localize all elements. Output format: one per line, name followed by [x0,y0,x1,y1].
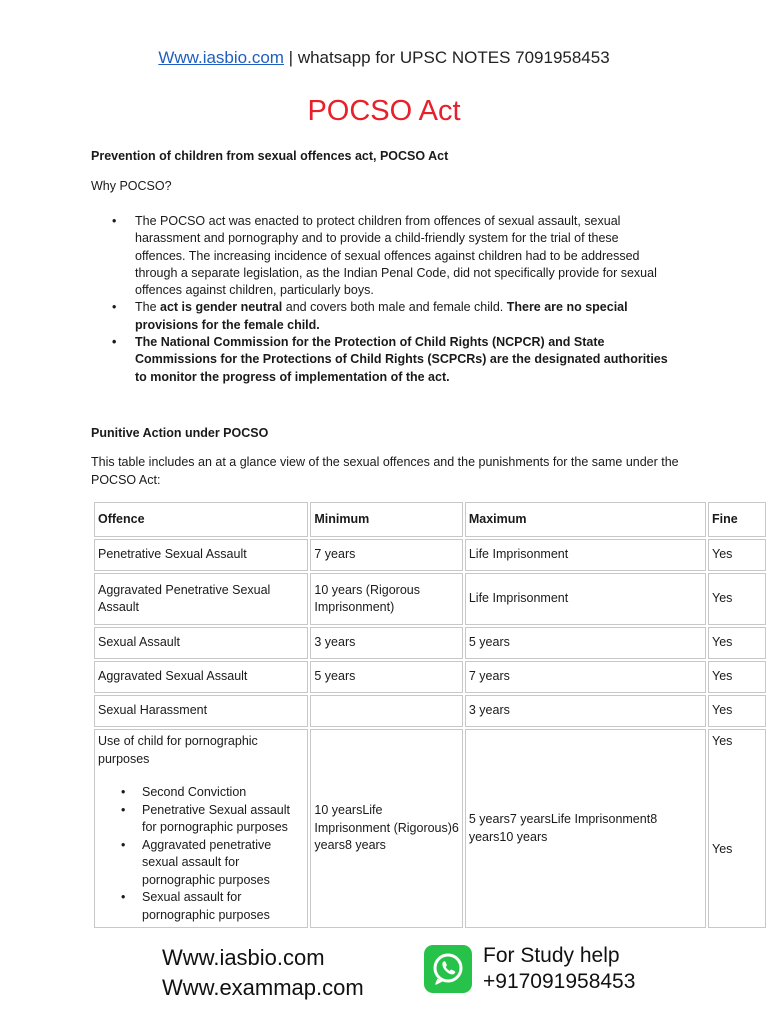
cell-maximum: 5 years [465,627,706,659]
table-header-row [94,502,766,537]
list-item: • Sexual assault for pornographic purposes [121,889,304,924]
cell-offence: Sexual Harassment [94,695,308,727]
cell-minimum: 7 years [310,539,462,571]
why-bullet-list [112,213,672,386]
header-separator: | [283,48,298,67]
document-subtitle: Prevention of children from sexual offences act, POCSO Act [91,149,449,163]
cell-fine: Yes [708,661,766,693]
header-tagline: whatsapp for UPSC NOTES 7091958453 [297,48,610,67]
cell-fine [708,729,766,928]
table-row [94,661,766,693]
header-fine: Fine [708,502,766,537]
cell-minimum: 10 yearsLife Imprisonment (Rigorous)6 years8 years [310,729,462,928]
why-heading: Why POCSO? [91,179,172,193]
cell-offence: Penetrative Sexual Assault [94,539,308,571]
bullet-item: • The POCSO act was enacted to protect children from offences of sexual assault, sexual harassment and pornography and to provide a child-friendly system for the trial of these offences. The increasing incidence of sexual offences against children had to be addressed through a separate legislation, as the Indian Penal Code, did not specifically provide for sexual offences against children, particularly boys. [112,213,672,299]
help-phone[interactable]: +917091958453 [483,970,636,993]
cell-offence [94,729,308,928]
cell-maximum: Life Imprisonment [465,573,706,625]
cell-fine: Yes [708,573,766,625]
table-row [94,695,766,727]
fine-value: Yes [712,734,733,748]
list-item: • Second Conviction [121,784,304,802]
list-item: • Penetrative Sexual assault for pornographic purposes [121,802,304,837]
punishment-table [92,500,768,930]
page-header [0,48,768,68]
fine-value: Yes [712,841,733,856]
footer-site-2[interactable]: Www.exammap.com [162,975,364,1000]
footer-banner [0,943,768,1013]
header-offence: Offence [94,502,308,537]
footer-sites [162,943,364,1003]
help-title: For Study help [483,944,620,967]
table-row [94,573,766,625]
cell-offence: Sexual Assault [94,627,308,659]
header-minimum: Minimum [310,502,462,537]
site-link[interactable]: Www.iasbio.com [158,48,284,67]
cell-maximum: Life Imprisonment [465,539,706,571]
porn-offence-title: Use of child for pornographic purposes [98,734,258,766]
cell-minimum: 3 years [310,627,462,659]
cell-offence: Aggravated Sexual Assault [94,661,308,693]
porn-offence-list [98,784,304,924]
table-intro: This table includes an at a glance view of the sexual offences and the punishments for the same under the POCSO Act: [91,455,679,487]
header-maximum: Maximum [465,502,706,537]
section-heading: Punitive Action under POCSO [91,426,269,440]
cell-fine: Yes [708,539,766,571]
table-row-pornography [94,729,766,928]
document-title: POCSO Act [307,95,461,127]
cell-maximum: 3 years [465,695,706,727]
bullet-item: • The National Commission for the Protection of Child Rights (NCPCR) and State Commissions for the Protections of Child Rights (SCPCRs) are the designated authorities to monitor the progress of implementation of the act. [112,334,672,386]
cell-minimum [310,695,462,727]
footer-site-1[interactable]: Www.iasbio.com [162,945,325,970]
cell-maximum: 5 years7 yearsLife Imprisonment8 years10 years [465,729,706,928]
cell-offence: Aggravated Penetrative Sexual Assault [94,573,308,625]
footer-help [483,943,635,995]
table-row [94,539,766,571]
table-row [94,627,766,659]
cell-fine: Yes [708,695,766,727]
bullet-item: • The act is gender neutral and covers both male and female child. There are no special provisions for the female child. [112,299,672,334]
cell-minimum: 10 years (Rigorous Imprisonment) [310,573,462,625]
cell-maximum: 7 years [465,661,706,693]
cell-fine: Yes [708,627,766,659]
cell-minimum: 5 years [310,661,462,693]
whatsapp-icon [424,945,472,993]
list-item: • Aggravated penetrative sexual assault for pornographic purposes [121,837,304,890]
